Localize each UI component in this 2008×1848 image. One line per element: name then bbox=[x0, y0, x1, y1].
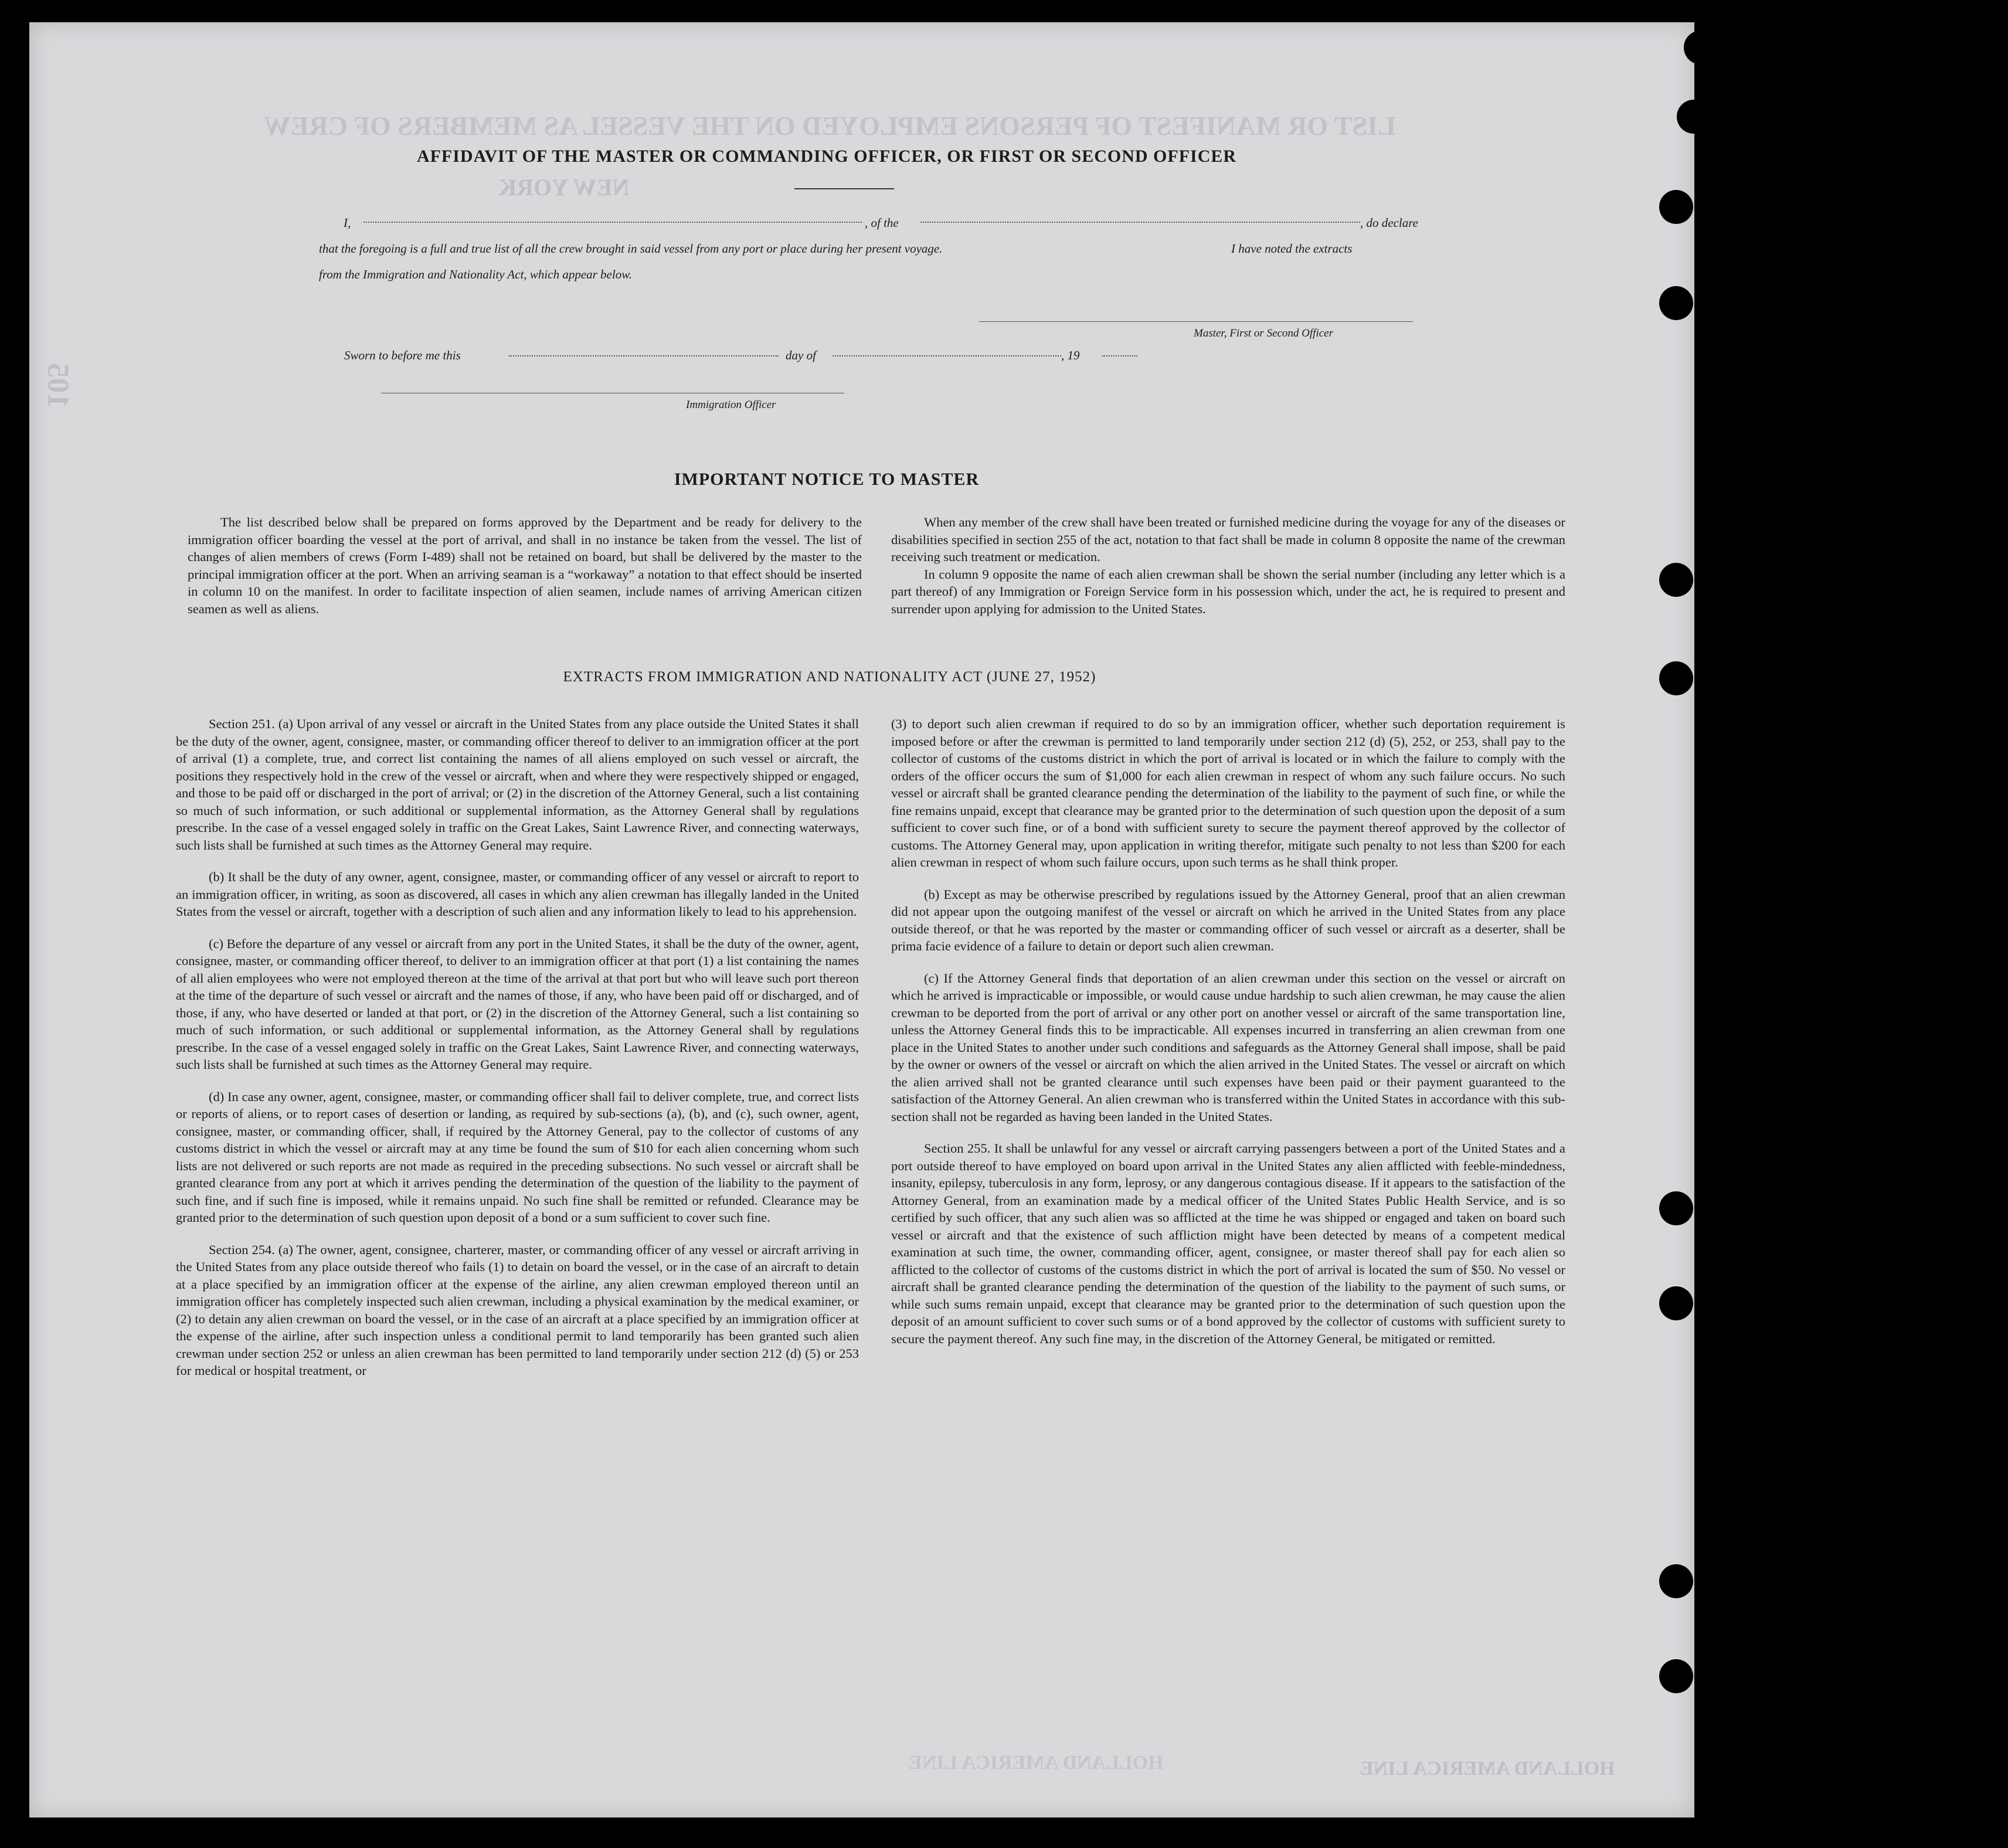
punch-hole bbox=[1659, 563, 1693, 597]
punch-hole bbox=[1659, 1191, 1693, 1225]
section-251-c: (c) Before the departure of any vessel or aircraft from any port in the United States, it shall be the duty of the owner, agent, consignee, master, or commanding officer thereof, to deliver to an immigration officer at that port (1) a list containing the names of all alien employees who were not employed thereon at the time of the arrival at that port but who will leave such port thereon at the time of the departure of such vessel or aircraft and the names of those, if any, who have been paid off or discharged, and of those, if any, who have deserted or landed at that port, or (2) in the discretion of the Attorney General, such a list containing so much of such information, or such additional or supplemental information, as the Attorney General shall by regulations prescribe. In the case of a vessel engaged solely in traffic on the Great Lakes, Saint Lawrence River, and connecting waterways, such lists shall be furnished at such times as the Attorney General may require. bbox=[176, 936, 859, 1072]
declaration-line-1: that the foregoing is a full and true list of all the crew brought in said vessel from any port or place during her present voyage. bbox=[319, 242, 943, 256]
notice-title: IMPORTANT NOTICE TO MASTER bbox=[674, 470, 980, 489]
bleed-through-header: LIST OR MANIFEST OF PERSONS EMPLOYED ON THE VESSEL AS MEMBERS OF CREW bbox=[264, 111, 1396, 141]
section-251-d: (d) In case any owner, agent, consignee, master, or commanding officer shall fail to deliver complete, true, and correct lists or reports of aliens, or to report cases of desertion or landing, as required by sub-sections (a), (b), and (c), such owner, agent, consignee, master, or commanding officer, shall, if required by the Attorney General, pay to the collector of customs of any customs district in which the vessel or aircraft may at any time be found the sum of $10 for each alien concerning whom such lists are not delivered or such reports are not made as required in the preceding subsections. No such vessel or aircraft shall be granted clearance from any port at which it arrives pending the determination of the question of the liability to the payment of such fine, and if such fine is imposed, while it remains unpaid. No such fine shall be remitted or refunded. Clearance may be granted prior to the determination of such question upon deposit of a bond or a sum sufficient to cover such fine. bbox=[176, 1089, 859, 1225]
name-line[interactable] bbox=[363, 222, 862, 223]
punch-hole bbox=[1659, 1659, 1693, 1693]
affidavit-title-rule bbox=[794, 188, 894, 189]
declaration-line-2: from the Immigration and Nationality Act, which appear below. bbox=[319, 267, 632, 281]
extracts-left-column bbox=[176, 715, 859, 1394]
notice-left-column bbox=[188, 514, 862, 632]
punch-hole bbox=[1659, 661, 1693, 695]
punch-hole bbox=[1684, 30, 1718, 64]
section-255: Section 255. It shall be unlawful for any vessel or aircraft carrying passengers between a port of the United States and a port outside thereof to have employed on board upon arrival in the United States any alien afflicted with feeble-mindedness, insanity, epilepsy, tuberculosis in any form, leprosy, or any dangerous contagious disease. If it appears to the satisfaction of the Attorney General, from an examination made by a medical officer of the United States Public Health Service, and is so certified by such officer, that any such alien was so afflicted at the time he was shipped or engaged and taken on board such vessel or aircraft and that the existence of such affliction might have been detected by means of a competent medical examination at such time, the owner, commanding officer, agent, consignee, or master thereof shall pay for each alien so afflicted to the collector of customs of the customs district in which the port of arrival is located the sum of $50. No vessel or aircraft shall be granted clearance pending the determination of the question of the liability to the payment of such sums, or while such sums remain unpaid, except that clearance may be granted prior to the determination of such question upon the deposit of an amount sufficient to cover such sums or of a bond approved by the collector of customs with sufficient surety to secure the payment thereof. Any such fine may, in the discretion of the Attorney General, be mitigated or remitted. bbox=[891, 1141, 1565, 1346]
notice-right-paragraph-1: When any member of the crew shall have been treated or furnished medicine during the voyage for any of the diseases or disabilities specified in section 255 of the act, notation to that fact shall be made in column 8 opposite the name of the crewman receiving such treatment or medication. bbox=[891, 515, 1565, 564]
master-caption: Master, First or Second Officer bbox=[1194, 327, 1334, 339]
punch-hole bbox=[1659, 1286, 1693, 1320]
section-254-a: Section 254. (a) The owner, agent, consignee, charterer, master, or commanding officer of any vessel or aircraft arriving in the United States from any place outside thereof who fails (1) to detain on board the vessel, or in the case of an aircraft to detain at a place specified by an immigration officer at the expense of the airline, any alien crewman employed thereon until an immigration officer has completely inspected such alien crewman, including a physical examination by the medical examiner, or (2) to detain any alien crewman on board the vessel, or in the case of an aircraft at a place specified by an immigration officer at the expense of the airline, after such inspection unless a conditional permit to land temporarily has been granted such alien crewman under section 252 or unless an alien crewman has been permitted to land temporarily under section 212 (d) (5) or 253 for medical or hospital treatment, or bbox=[176, 1242, 859, 1378]
declare-label: , do declare bbox=[1360, 216, 1418, 230]
notice-right-paragraph-2: In column 9 opposite the name of each alien crewman shall be shown the serial number (including any letter which is a part thereof) of any Immigration or Foreign Service form in his possession which, under the act, he is required to present and surrender upon applying for admission to the United States. bbox=[891, 566, 1565, 616]
affidavit-title: AFFIDAVIT OF THE MASTER OR COMMANDING OFFICER, OR FIRST OR SECOND OFFICER bbox=[416, 147, 1237, 166]
of-the-label: , of the bbox=[865, 216, 899, 230]
year-label: , 19 bbox=[1061, 348, 1080, 362]
extracts-right-column bbox=[891, 715, 1565, 1362]
officer-caption: Immigration Officer bbox=[686, 399, 776, 411]
sworn-day-line[interactable] bbox=[509, 355, 779, 356]
sworn-month-line[interactable] bbox=[833, 355, 1061, 356]
sworn-label: Sworn to before me this bbox=[344, 348, 461, 362]
i-label: I, bbox=[344, 216, 351, 230]
punch-hole bbox=[1677, 100, 1711, 134]
master-signature-line[interactable] bbox=[979, 321, 1413, 322]
bleed-through-footer: HOLLAND AMERICA LINE bbox=[1360, 1758, 1615, 1779]
section-251-a: Section 251. (a) Upon arrival of any vessel or aircraft in the United States from any place outside the United States it shall be the duty of the owner, agent, consignee, master, or commanding officer thereof to deliver to an immigration officer at the port of arrival (1) a complete, true, and correct list containing the names of all aliens employed on such vessel or aircraft, the positions they respectively hold in the crew of the vessel or aircraft, when and where they were respectively shipped or engaged, and those to be paid off or discharged in the port of arrival; or (2) in the discretion of the Attorney General, such a list containing so much of such information, or such additional or supplemental information, as the Attorney General shall by regulations prescribe. In the case of a vessel engaged solely in traffic on the Great Lakes, Saint Lawrence River, and connecting waterways, such lists shall be furnished at such times as the Attorney General may require. bbox=[176, 716, 859, 852]
bleed-through-port: NEW YORK bbox=[498, 174, 630, 201]
bleed-through-footer-2: HOLLAND AMERICA LINE bbox=[909, 1752, 1164, 1774]
extracts-title: EXTRACTS FROM IMMIGRATION AND NATIONALITY ACT (JUNE 27, 1952) bbox=[563, 669, 1096, 685]
punch-hole bbox=[1659, 190, 1693, 224]
vessel-line[interactable] bbox=[920, 222, 1360, 223]
section-251-b: (b) It shall be the duty of any owner, agent, consignee, master, or commanding officer of any vessel or aircraft to report to an immigration officer, in writing, as soon as discovered, all cases in which any alien crewman has illegally landed in the United States from the vessel or aircraft, together with a description of such alien and any information likely to lead to his apprehension. bbox=[176, 869, 859, 919]
section-254-a-continued: (3) to deport such alien crewman if required to do so by an immigration officer, whether such deportation requirement is imposed before or after the crewman is permitted to land temporarily under section 212 (d) (5), 252, or 253, shall pay to the collector of customs of the customs district in which the port of arrival is located or in which the failure to comply with the orders of the officer occurs the sum of $1,000 for each alien crewman in respect of whom any such failure occurs. No such vessel or aircraft shall be granted clearance pending the determination of the liability to the payment of such fine, or while the fine remains unpaid, except that clearance may be granted prior to the determination of such question upon the deposit of a sum sufficient to cover such fine, or of a bond with sufficient surety to secure the payment thereof approved by the collector of customs. The Attorney General may, upon application in writing therefor, mitigate such penalty to not less than $200 for each alien crewman in respect of whom such failure occurs, upon such terms as he shall think proper. bbox=[891, 716, 1565, 869]
notice-right-column bbox=[891, 514, 1565, 632]
punch-hole bbox=[1659, 1564, 1693, 1598]
bleed-through-page-number: 105 bbox=[41, 362, 75, 409]
document-page bbox=[29, 22, 1694, 1818]
section-254-b: (b) Except as may be otherwise prescribed by regulations issued by the Attorney General, proof that an alien crewman did not appear upon the outgoing manifest of the vessel or aircraft on which he arrived in the United States from any place outside thereof, or that he was reported by the master or commanding officer of such vessel or aircraft as a deserter, shall be prima facie evidence of a failure to detain or deport such alien crewman. bbox=[891, 886, 1565, 953]
punch-hole bbox=[1659, 286, 1693, 320]
day-of-label: day of bbox=[786, 348, 816, 362]
section-254-c: (c) If the Attorney General finds that deportation of an alien crewman under this section on the vessel or aircraft on which he arrived is impracticable or impossible, or would cause undue hardship to such alien crewman, he may cause the alien crewman to be deported from the port of arrival or any other port on another vessel or aircraft of the same transportation line, unless the Attorney General finds this to be impracticable. All expenses incurred in transferring an alien crewman from one place in the United States to another under such conditions and safeguards as the Attorney General shall impose, shall be paid by the owner or owners of the vessel or aircraft on which the alien arrived in the United States. The vessel or aircraft on which the alien arrived shall not be granted clearance until such expenses have been paid or their payment guaranteed to the satisfaction of the Attorney General. An alien crewman who is transferred within the United States in accordance with this sub-section shall not be regarded as having been landed in the United States. bbox=[891, 970, 1565, 1124]
sworn-year-line[interactable] bbox=[1102, 355, 1137, 356]
declaration-extracts: I have noted the extracts bbox=[1231, 242, 1353, 256]
notice-left-paragraph: The list described below shall be prepared on forms approved by the Department and be ready for delivery to the immigration officer boarding the vessel at the port of arrival, and shall in no instance be taken from the vessel. The list of changes of alien members of crews (Form I-489) shall not be retained on board, but shall be delivered by the master to the principal immigration officer at the port. When an arriving seaman is a “workaway” a notation to that effect should be inserted in column 10 on the manifest. In order to facilitate inspection of alien seamen, include names of arriving American citizen seamen as well as aliens. bbox=[188, 515, 862, 616]
